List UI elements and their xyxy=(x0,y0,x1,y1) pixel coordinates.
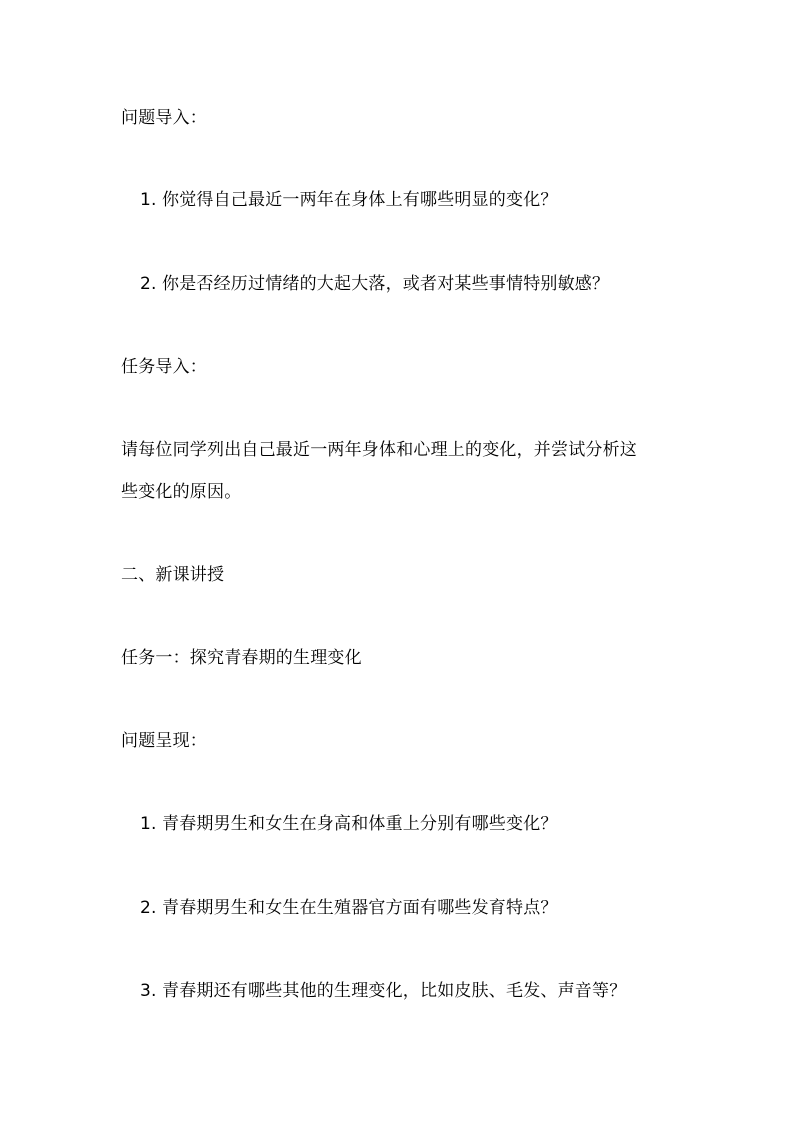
list-item-text: 你是否经历过情绪的大起大落，或者对某些事情特别敏感？ xyxy=(162,274,610,294)
problem-item xyxy=(140,900,558,917)
section-heading: 二、新课讲授 xyxy=(121,565,225,585)
list-number: 1. xyxy=(140,814,157,834)
list-item-text: 青春期还有哪些其他的生理变化，比如皮肤、毛发、声音等？ xyxy=(162,981,627,1001)
list-number: 1. xyxy=(140,190,157,210)
list-number: 2. xyxy=(140,274,157,294)
task-one-heading: 任务一：探究青春期的生理变化 xyxy=(121,648,362,668)
list-item-text: 青春期男生和女生在生殖器官方面有哪些发育特点？ xyxy=(162,898,558,918)
task-intro-heading: 任务导入： xyxy=(121,357,207,377)
problem-heading: 问题呈现： xyxy=(121,731,207,751)
problem-item xyxy=(140,983,626,1000)
list-number: 2. xyxy=(140,898,157,918)
task-intro-paragraph-line: 些变化的原因。 xyxy=(121,482,242,502)
intro-question-item xyxy=(140,276,609,293)
list-number: 3. xyxy=(140,981,157,1001)
question-intro-heading: 问题导入： xyxy=(121,108,207,128)
list-item-text: 青春期男生和女生在身高和体重上分别有哪些变化？ xyxy=(162,814,558,834)
list-item-text: 你觉得自己最近一两年在身体上有哪些明显的变化？ xyxy=(162,190,558,210)
problem-item xyxy=(140,816,558,833)
task-intro-paragraph-line: 请每位同学列出自己最近一两年身体和心理上的变化，并尝试分析这 xyxy=(121,440,637,460)
intro-question-item xyxy=(140,192,558,209)
